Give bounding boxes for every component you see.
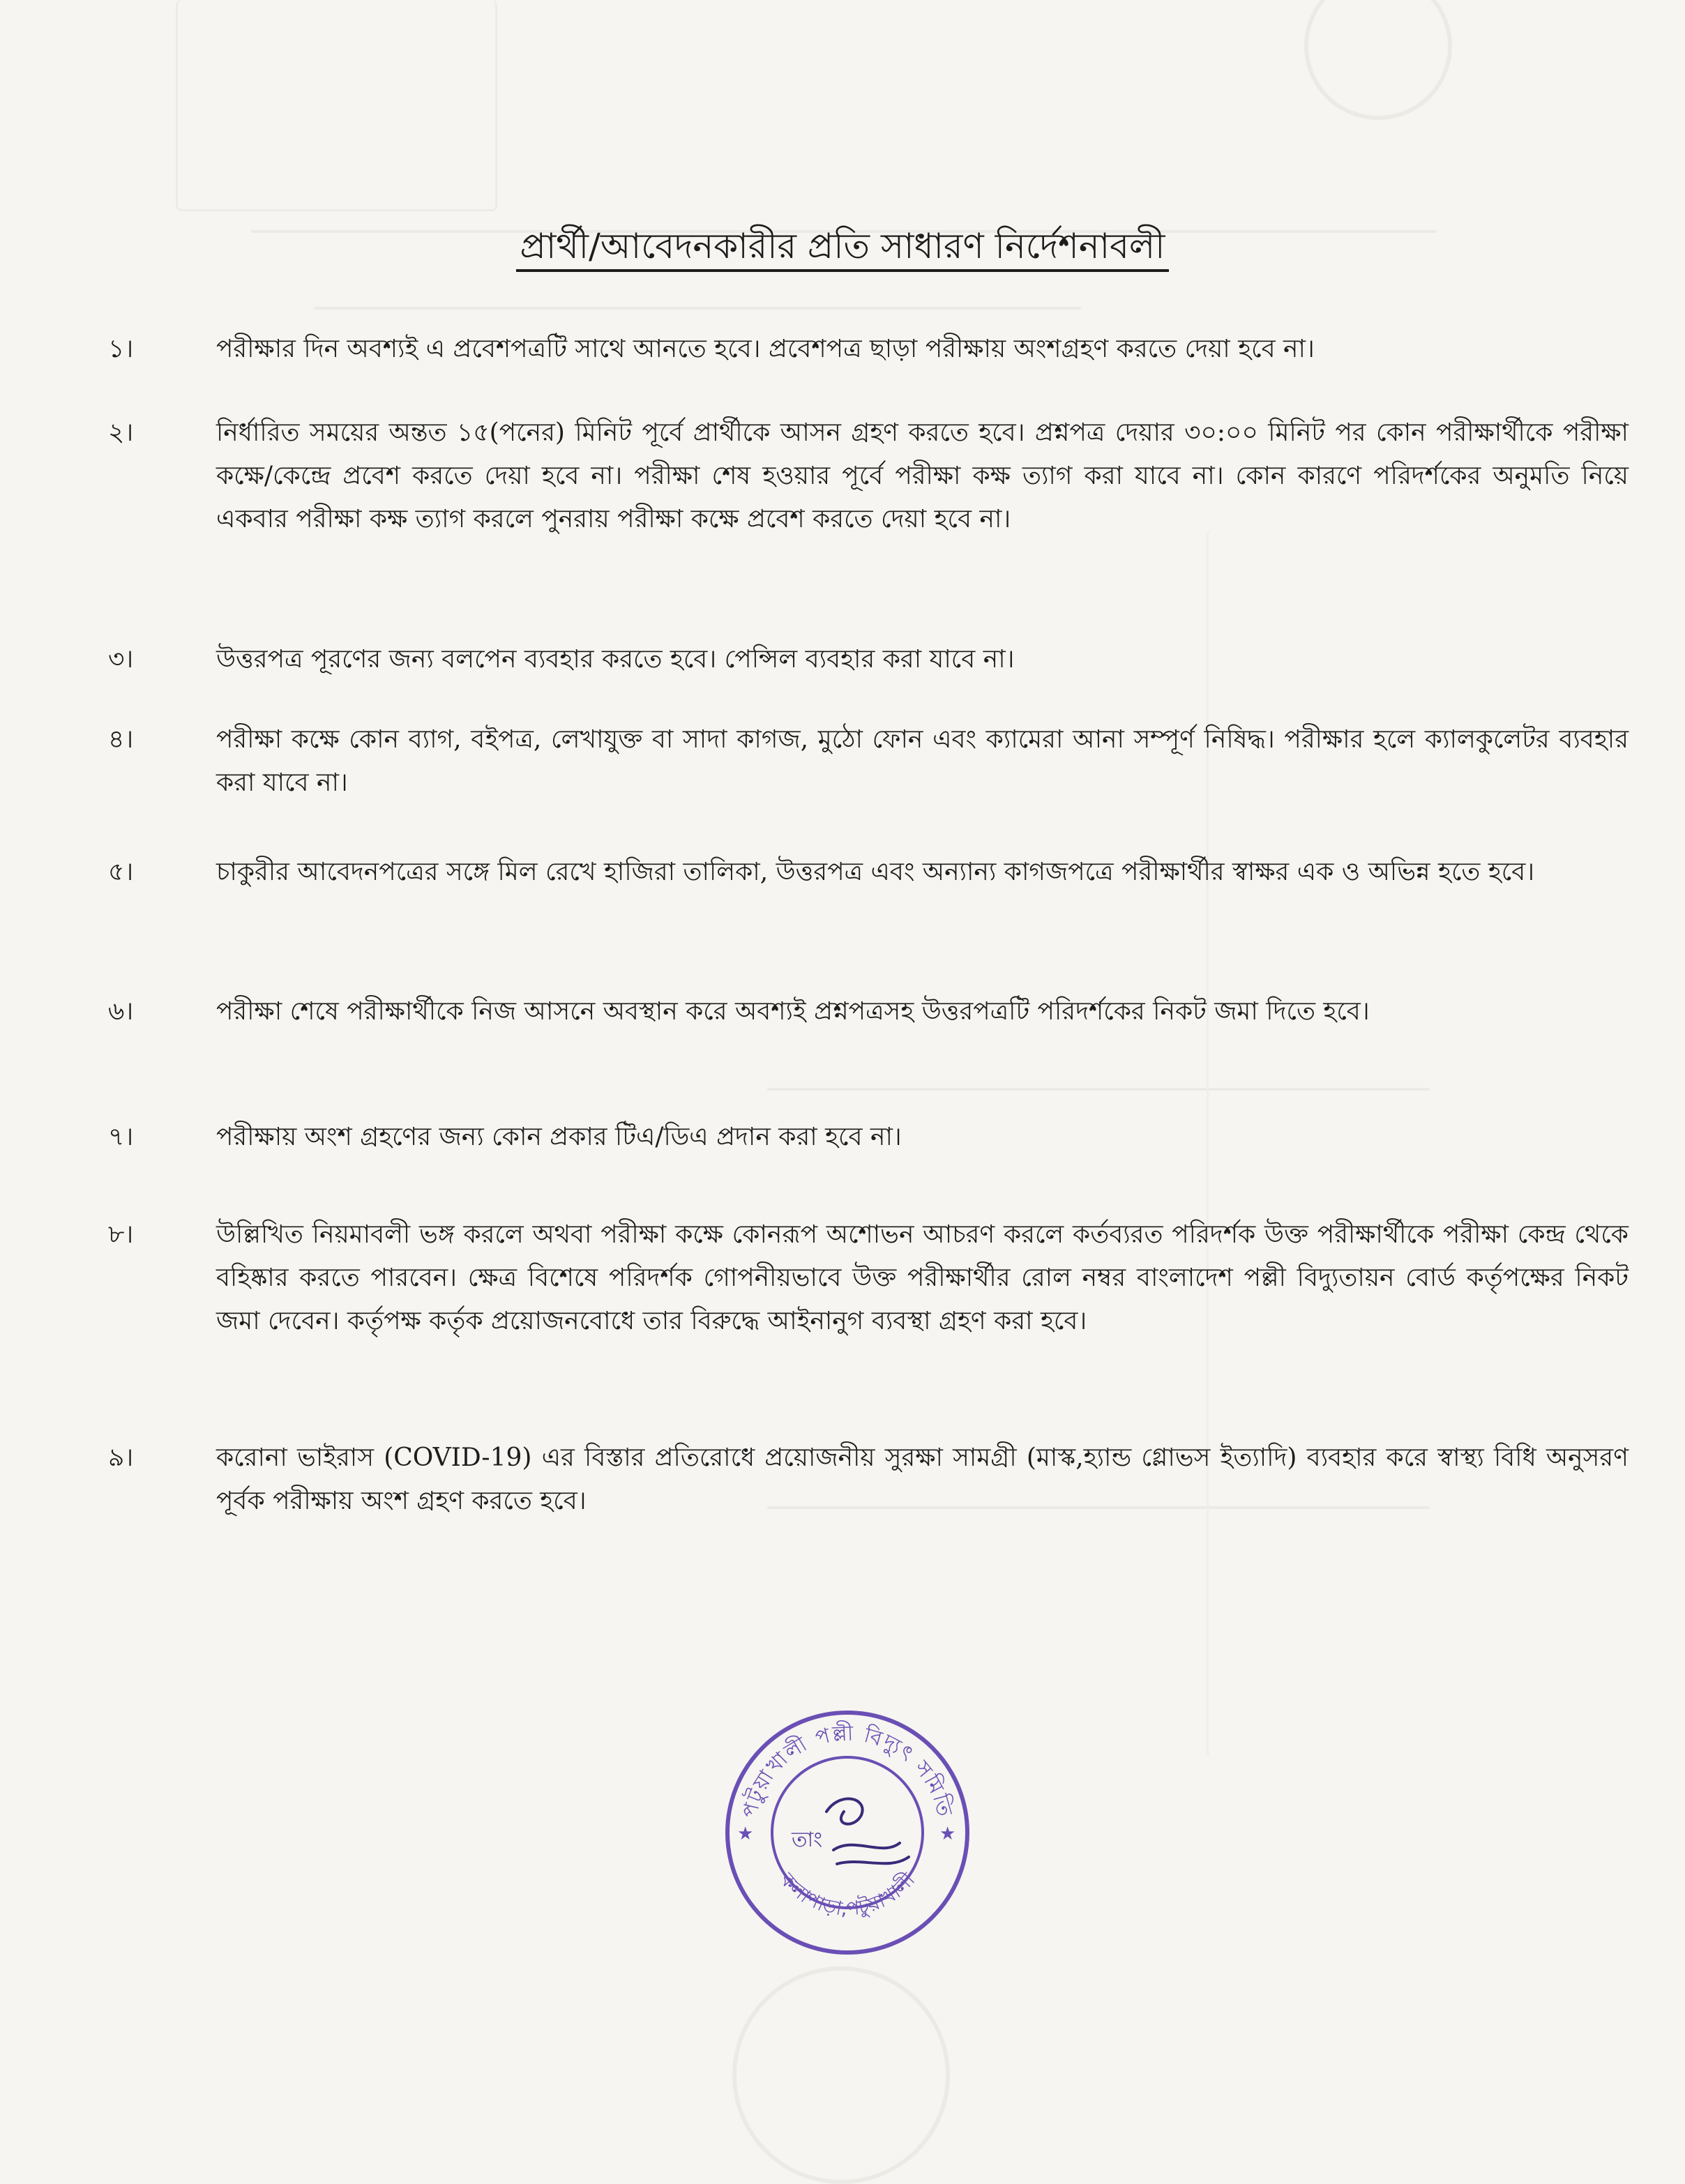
item-text: নির্ধারিত সময়ের অন্তত ১৫(পনের) মিনিট পূর্বে প্রার্থীকে আসন গ্রহণ করতে হবে। প্রশ্নপত্র দেয়ার ৩০:০০ মিনিট পর কোন পরীক্ষার্থীকে পরীক্ষা কক্ষে/কেন্দ্রে প্রবেশ করতে দেয়া হবে না। পরীক্ষা শেষ হওয়ার পূর্বে পরীক্ষা কক্ষ ত্যাগ করা যাবে না। কোন কারণে পরিদর্শকের অনুমতি নিয়ে একবার পরীক্ষা কক্ষ ত্যাগ করলে পুনরায় পরীক্ষা কক্ষে প্রবেশ করতে দেয়া হবে না। [216, 418, 1629, 533]
official-seal [722, 1707, 973, 1958]
item-text: পরীক্ষায় অংশ গ্রহণের জন্য কোন প্রকার টিএ/ডিএ প্রদান করা হবে না। [216, 1123, 902, 1151]
page-title: প্রার্থী/আবেদনকারীর প্রতি সাধারণ নির্দেশনাবলী [0, 222, 1685, 271]
handwritten-signature [826, 1798, 909, 1864]
seal-ring-text: পটুয়াখালী পল্লী বিদ্যুৎ সমিতি [737, 1721, 958, 1821]
item-number: ১। [108, 335, 134, 363]
seal-star-icon: ★ [737, 1823, 754, 1844]
item-text: পরীক্ষা কক্ষে কোন ব্যাগ, বইপত্র, লেখাযুক্ত বা সাদা কাগজ, মুঠো ফোন এবং ক্যামেরা আনা সম্পূর্ণ নিষিদ্ধ। পরীক্ষার হলে ক্যালকুলেটর ব্যবহার করা যাবে না। [216, 725, 1629, 797]
item-number: ৮। [108, 1220, 134, 1249]
bleed-through-seal [1304, 0, 1452, 120]
bleed-through-seal [732, 1966, 950, 2184]
item-text: চাকুরীর আবেদনপত্রের সঙ্গে মিল রেখে হাজিরা তালিকা, উত্তরপত্র এবং অন্যান্য কাগজপত্রে পরীক্ষার্থীর স্বাক্ষর এক ও অভিন্ন হতে হবে। [216, 858, 1535, 886]
item-text: করোনা ভাইরাস (COVID-19) এর বিস্তার প্রতিরোধে প্রয়োজনীয় সুরক্ষা সামগ্রী (মাস্ক,হ্যান্ড গ্লোভস ইত্যাদি) ব্যবহার করে স্বাস্থ্য বিধি অনুসরণ পূর্বক পরীক্ষায় অংশ গ্রহণ করতে হবে। [216, 1443, 1629, 1515]
item-number: ৪। [108, 725, 134, 754]
item-text: পরীক্ষা শেষে পরীক্ষার্থীকে নিজ আসনে অবস্থান করে অবশ্যই প্রশ্নপত্রসহ উত্তরপত্রটি পরিদর্শকের নিকট জমা দিতে হবে। [216, 997, 1370, 1026]
item-number: ৫। [108, 858, 134, 886]
instruction-item [108, 411, 1629, 541]
seal-signature-date: তাং [792, 1828, 823, 1852]
item-text: উত্তরপত্র পূরণের জন্য বলপেন ব্যবহার করতে হবে। পেন্সিল ব্যবহার করা যাবে না। [216, 645, 1015, 674]
instruction-item [108, 990, 1629, 1033]
item-number: ৯। [108, 1443, 134, 1472]
item-number: ২। [108, 418, 134, 447]
seal-star-icon: ★ [939, 1823, 956, 1844]
instruction-item [108, 328, 1629, 371]
instruction-item [108, 1436, 1629, 1523]
instruction-item [108, 638, 1629, 681]
bleed-through-box [176, 0, 497, 211]
bleed-through-line [314, 307, 1081, 310]
item-number: ৭। [108, 1123, 134, 1151]
seal-bottom-text: কলাপাড়া,পটুয়াখালী [775, 1868, 920, 1920]
instruction-item [108, 851, 1629, 894]
instruction-item [108, 1116, 1629, 1159]
item-text: পরীক্ষার দিন অবশ্যই এ প্রবেশপত্রটি সাথে আনতে হবে। প্রবেশপত্র ছাড়া পরীক্ষায় অংশগ্রহণ করতে দেয়া হবে না। [216, 335, 1315, 363]
item-number: ৬। [108, 997, 134, 1026]
instruction-item [108, 1213, 1629, 1343]
item-text: উল্লিখিত নিয়মাবলী ভঙ্গ করলে অথবা পরীক্ষা কক্ষে কোনরূপ অশোভন আচরণ করলে কর্তব্যরত পরিদর্শক উক্ত পরীক্ষার্থীকে পরীক্ষা কেন্দ্র থেকে বহিষ্কার করতে পারবেন। ক্ষেত্র বিশেষে পরিদর্শক গোপনীয়ভাবে উক্ত পরীক্ষার্থীর রোল নম্বর বাংলাদেশ পল্লী বিদ্যুতায়ন বোর্ড কর্তৃপক্ষের নিকট জমা দেবেন। কর্তৃপক্ষ কর্তৃক প্রয়োজনবোধে তার বিরুদ্ধে আইনানুগ ব্যবস্থা গ্রহণ করা হবে। [216, 1220, 1629, 1335]
instruction-item [108, 718, 1629, 805]
item-number: ৩। [108, 645, 134, 674]
